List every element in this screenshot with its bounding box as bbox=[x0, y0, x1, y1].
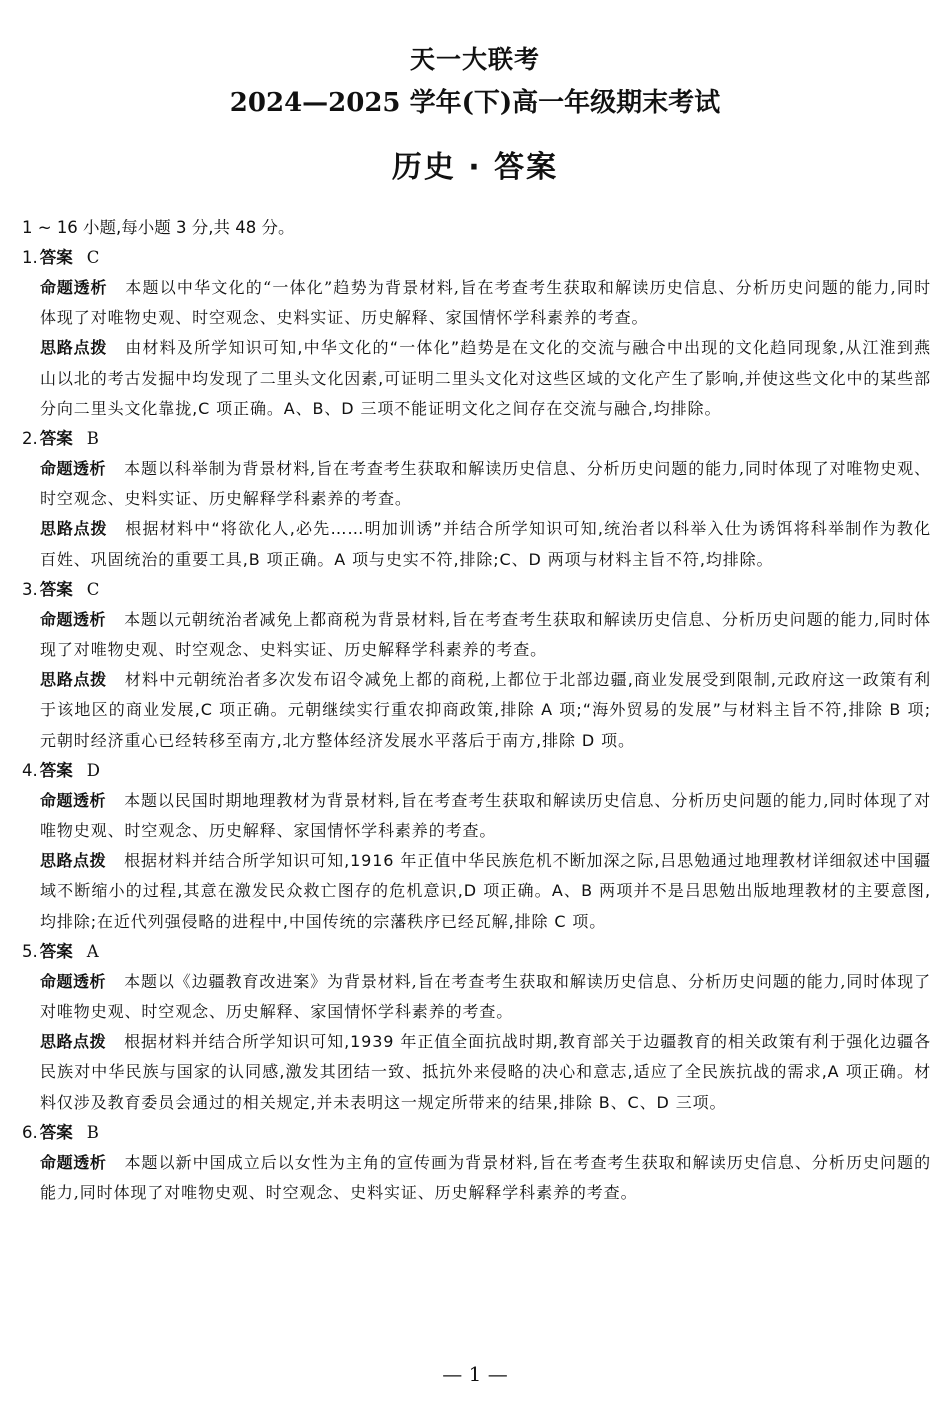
question-block bbox=[22, 575, 932, 756]
hint-label: 思路点拨 bbox=[40, 851, 107, 871]
answer-label: 答案 bbox=[39, 429, 73, 449]
question-answer-line bbox=[22, 243, 932, 273]
hint-paragraph bbox=[40, 514, 931, 574]
hint-text: 材料中元朝统治者多次发布诏令减免上都的商税,上都位于北部边疆,商业发展受到限制,元政府这一政策有利于该地区的商业发展,C 项正确。元朝继续实行重农抑商政策,排除 A 项;“海外贸易的发展”与材料主旨不符,排除 B 项;元朝时经济重心已经转移至南方,北方整体经济发展水平落后于南方,排除 D 项。 bbox=[40, 670, 931, 750]
hint-text: 根据材料并结合所学知识可知,1939 年正值全面抗战时期,教育部关于边疆教育的相关政策有利于强化边疆各民族对中华民族与国家的认同感,激发其团结一致、抵抗外来侵略的决心和意志,适应了全民族抗战的需求,A 项正确。材料仅涉及教育委员会通过的相关规定,并未表明这一规定所带来的结果,排除 B、C、D 三项。 bbox=[40, 1032, 931, 1112]
hint-label: 思路点拨 bbox=[40, 1032, 107, 1052]
answer-value: C bbox=[86, 579, 100, 599]
question-number: 2. bbox=[22, 429, 38, 449]
analysis-label: 命题透析 bbox=[40, 459, 107, 479]
question-block bbox=[22, 756, 932, 937]
question-number: 4. bbox=[22, 760, 38, 780]
hint-paragraph bbox=[40, 1027, 931, 1118]
question-block bbox=[22, 243, 932, 424]
analysis-paragraph bbox=[40, 786, 931, 846]
analysis-paragraph bbox=[40, 605, 931, 665]
answer-value: B bbox=[86, 1122, 99, 1142]
question-number: 1. bbox=[22, 248, 38, 267]
question-answer-line bbox=[22, 1118, 932, 1148]
hint-text: 根据材料中“将欲化人,必先……明加训诱”并结合所学知识可知,统治者以科举入仕为诱饵将科举制作为教化百姓、巩固统治的重要工具,B 项正确。A 项与史实不符,排除;C、D 两项与材料主旨不符,均排除。 bbox=[40, 519, 931, 569]
analysis-label: 命题透析 bbox=[40, 971, 107, 991]
question-answer-line bbox=[22, 756, 932, 786]
answer-value: C bbox=[86, 248, 100, 267]
hint-text: 根据材料并结合所学知识可知,1916 年正值中华民族危机不断加深之际,吕思勉通过地理教材详细叙述中国疆域不断缩小的过程,其意在激发民众救亡图存的危机意识,D 项正确。A、B 两项并不是吕思勉出版地理教材的主要意图,均排除;在近代列强侵略的进程中,中国传统的宗藩秩序已经瓦解,排除 C 项。 bbox=[40, 851, 931, 931]
subject-title: 历史 · 答案 bbox=[391, 150, 559, 185]
answer-value: A bbox=[86, 941, 99, 961]
question-number: 5. bbox=[22, 941, 38, 961]
answer-label: 答案 bbox=[39, 760, 73, 780]
question-block bbox=[22, 1118, 932, 1208]
answer-value: D bbox=[86, 760, 100, 780]
hint-paragraph bbox=[40, 333, 931, 424]
question-block bbox=[22, 424, 932, 575]
question-answer-line bbox=[22, 424, 932, 454]
hint-paragraph bbox=[40, 846, 931, 937]
question-number: 3. bbox=[22, 579, 38, 599]
analysis-text: 本题以元朝统治者减免上都商税为背景材料,旨在考查考生获取和解读历史信息、分析历史问题的能力,同时体现了对唯物史观、时空观念、史料实证、历史解释学科素养的考查。 bbox=[40, 609, 931, 660]
analysis-paragraph bbox=[40, 967, 931, 1027]
hint-label: 思路点拨 bbox=[40, 670, 107, 690]
page-number: — 1 — bbox=[442, 1362, 508, 1386]
analysis-paragraph bbox=[40, 1148, 931, 1208]
hint-text: 由材料及所学知识可知,中华文化的“一体化”趋势是在文化的交流与融合中出现的文化趋同现象,从江淮到燕山以北的考古发掘中均发现了二里头文化因素,可证明二里头文化对这些区域的文化产生了影响,并使这些文化中的某些部分向二里头文化靠拢,C 项正确。A、B、D 三项不能证明文化之间存在交流与融合,均排除。 bbox=[40, 338, 931, 418]
exam-title: 2024—2025 学年(下)高一年级期末考试 bbox=[229, 88, 721, 118]
organizer-title: 天一大联考 bbox=[409, 45, 540, 74]
answer-content bbox=[22, 213, 932, 1208]
analysis-text: 本题以《边疆教育改进案》为背景材料,旨在考查考生获取和解读历史信息、分析历史问题的能力,同时体现了对唯物史观、时空观念、历史解释、家国情怀学科素养的考查。 bbox=[40, 971, 931, 1022]
analysis-text: 本题以新中国成立后以女性为主角的宣传画为背景材料,旨在考查考生获取和解读历史信息、分析历史问题的能力,同时体现了对唯物史观、时空观念、史料实证、历史解释学科素养的考查。 bbox=[40, 1152, 931, 1203]
analysis-label: 命题透析 bbox=[40, 609, 107, 629]
hint-label: 思路点拨 bbox=[40, 519, 108, 539]
analysis-text: 本题以民国时期地理教材为背景材料,旨在考查考生获取和解读历史信息、分析历史问题的能力,同时体现了对唯物史观、时空观念、历史解释、家国情怀学科素养的考查。 bbox=[40, 790, 931, 841]
question-answer-line bbox=[22, 937, 932, 967]
answer-value: B bbox=[86, 429, 99, 449]
analysis-label: 命题透析 bbox=[40, 1152, 107, 1172]
hint-paragraph bbox=[40, 665, 931, 756]
scoring-intro: 1 ~ 16 小题,每小题 3 分,共 48 分。 bbox=[22, 218, 295, 237]
analysis-label: 命题透析 bbox=[40, 278, 108, 297]
answer-label: 答案 bbox=[39, 941, 73, 961]
question-number: 6. bbox=[22, 1122, 38, 1142]
analysis-label: 命题透析 bbox=[40, 790, 107, 810]
question-block bbox=[22, 937, 932, 1118]
question-answer-line bbox=[22, 575, 932, 605]
answer-label: 答案 bbox=[39, 248, 73, 267]
analysis-paragraph bbox=[40, 273, 931, 333]
analysis-paragraph bbox=[40, 454, 931, 514]
hint-label: 思路点拨 bbox=[40, 338, 108, 358]
analysis-text: 本题以科举制为背景材料,旨在考查考生获取和解读历史信息、分析历史问题的能力,同时体现了对唯物史观、时空观念、史料实证、历史解释学科素养的考查。 bbox=[40, 459, 931, 509]
answer-label: 答案 bbox=[39, 1122, 73, 1142]
analysis-text: 本题以中华文化的“一体化”趋势为背景材料,旨在考查考生获取和解读历史信息、分析历史问题的能力,同时体现了对唯物史观、时空观念、史料实证、历史解释、家国情怀学科素养的考查。 bbox=[40, 278, 931, 328]
answer-label: 答案 bbox=[39, 579, 73, 599]
